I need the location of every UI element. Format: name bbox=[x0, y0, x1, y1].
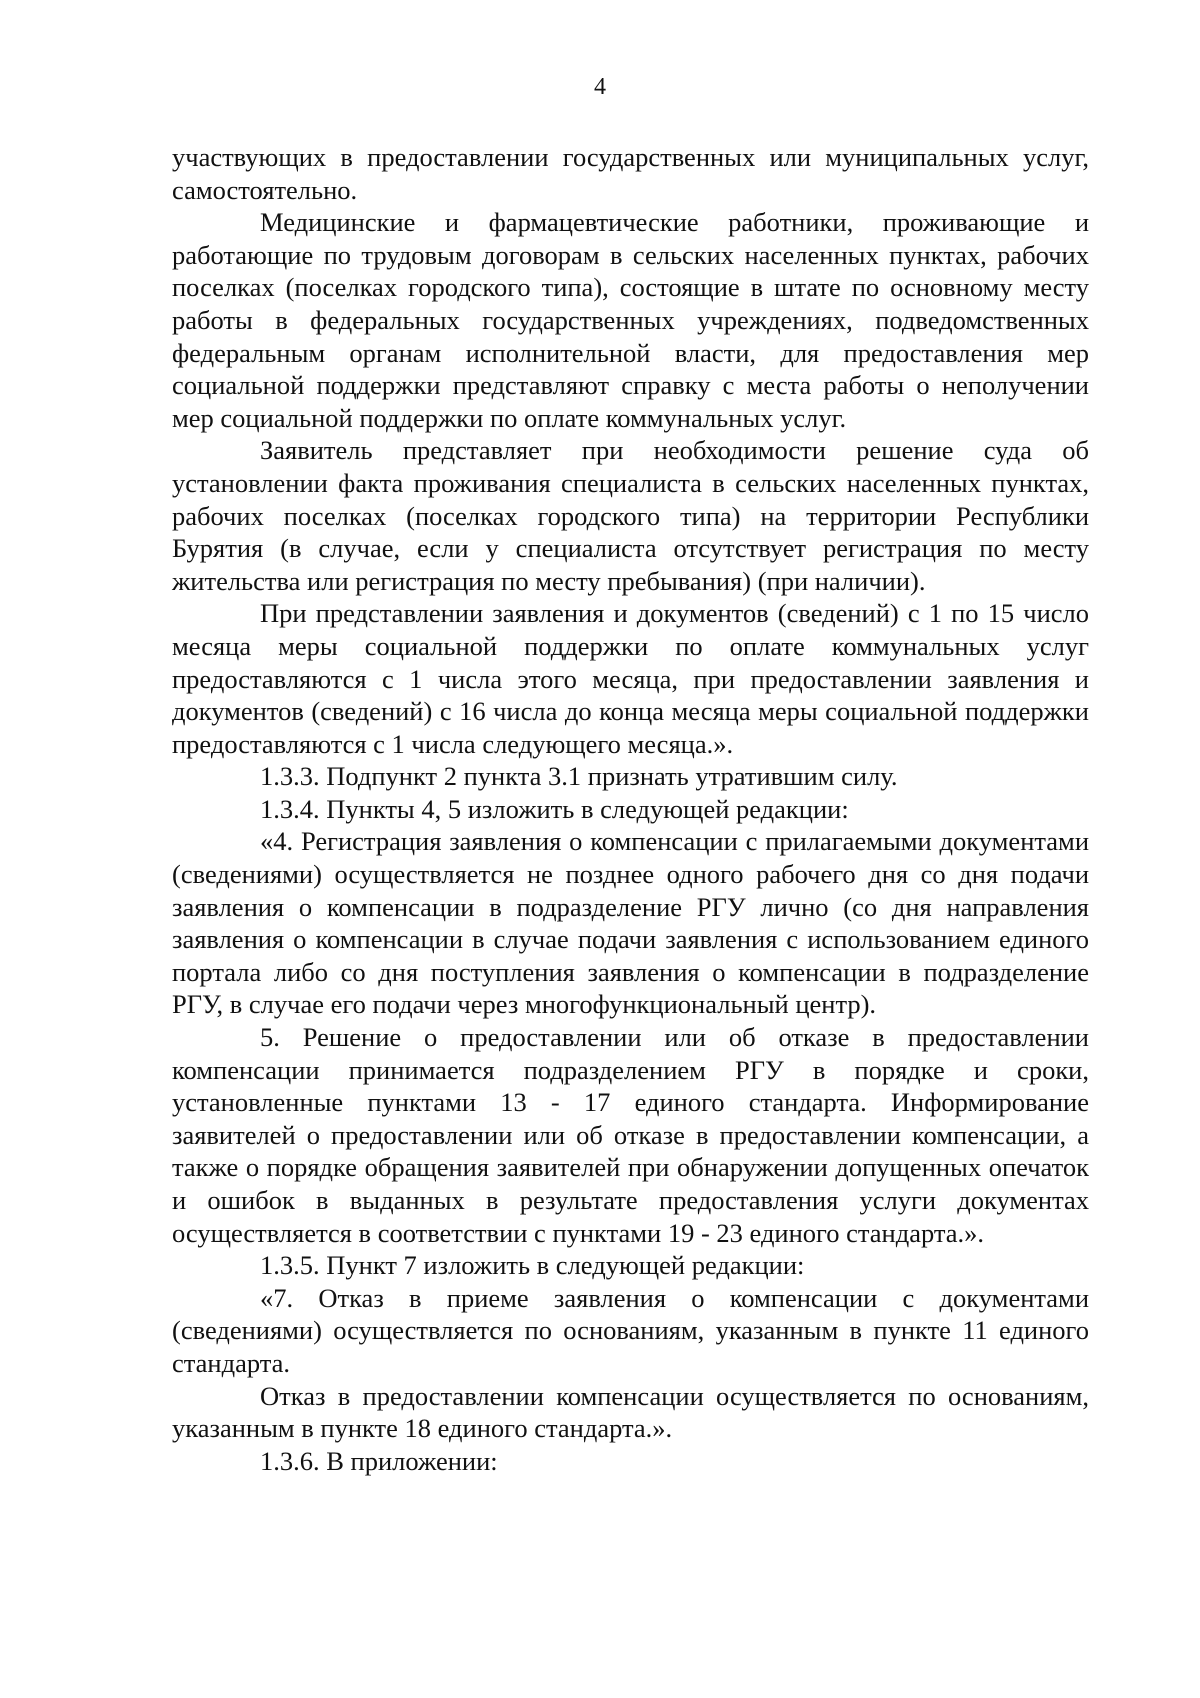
paragraph-item-5-decision: 5. Решение о предоставлении или об отказе в предоставлении компенсации принимается подразделением РГУ в порядке и сроки, установленные пунктами 13 - 17 единого стандарта. Информирование заявителей о предоставлении или об отказе в предоставлении компенсации, а также о порядке обращения заявителей при обнаружении допущенных опечаток и ошибок в выданных в результате предоставления услуги документах осуществляется в соответствии с пунктами 19 - 23 единого стандарта.». bbox=[172, 1022, 1089, 1248]
paragraph-medical-workers: Медицинские и фармацевтические работники, проживающие и работающие по трудовым договорам в сельских населенных пунктах, рабочих поселках (поселках городского типа), состоящие в штате по основному месту работы в федеральных государственных учреждениях, подведомственных федеральным органам исполнительной власти, для предоставления мер социальной поддержки представляют справку с места работы о неполучении мер социальной поддержки по оплате коммунальных услуг. bbox=[172, 207, 1089, 433]
document-body bbox=[172, 141, 1089, 1477]
paragraph-clause-1-3-4: 1.3.4. Пункты 4, 5 изложить в следующей редакции: bbox=[260, 793, 849, 824]
paragraph-clause-1-3-5: 1.3.5. Пункт 7 изложить в следующей редакции: bbox=[260, 1250, 805, 1281]
paragraph-clause-1-3-6: 1.3.6. В приложении: bbox=[260, 1445, 498, 1476]
page-number: 4 bbox=[594, 74, 606, 100]
paragraph-item-7-refusal: «7. Отказ в приеме заявления о компенсации с документами (сведениями) осуществляется по основаниям, указанным в пункте 11 единого стандарта. bbox=[172, 1282, 1089, 1378]
paragraph-applicant-court-decision: Заявитель представляет при необходимости решение суда об установлении факта проживания специалиста в сельских населенных пунктах, рабочих поселках (поселках городского типа) на территории Республики Бурятия (в случае, если у специалиста отсутствует регистрация по месту жительства или регистрация по месту пребывания) (при наличии). bbox=[172, 435, 1089, 596]
paragraph-item-4-registration: «4. Регистрация заявления о компенсации с прилагаемыми документами (сведениями) осуществляется не позднее одного рабочего дня со дня подачи заявления о компенсации в подразделение РГУ лично (со дня направления заявления о компенсации в случае подачи заявления с использованием единого портала либо со дня поступления заявления о компенсации в подразделение РГУ, в случае его подачи через многофункциональный центр). bbox=[172, 826, 1089, 1020]
paragraph-application-dates: При представлении заявления и документов (сведений) с 1 по 15 число месяца меры социальной поддержки по оплате коммунальных услуг предоставляются с 1 числа этого месяца, при предоставлении заявления и документов (сведений) с 16 числа до конца месяца меры социальной поддержки предоставляются с 1 числа следующего месяца.». bbox=[172, 598, 1089, 759]
paragraph-refusal-grounds: Отказ в предоставлении компенсации осуществляется по основаниям, указанным в пункте 18 единого стандарта.». bbox=[172, 1380, 1089, 1444]
paragraph-continuation: участвующих в предоставлении государственных или муниципальных услуг, самостоятельно. bbox=[172, 142, 1089, 205]
paragraph-clause-1-3-3: 1.3.3. Подпункт 2 пункта 3.1 признать утратившим силу. bbox=[260, 761, 898, 792]
